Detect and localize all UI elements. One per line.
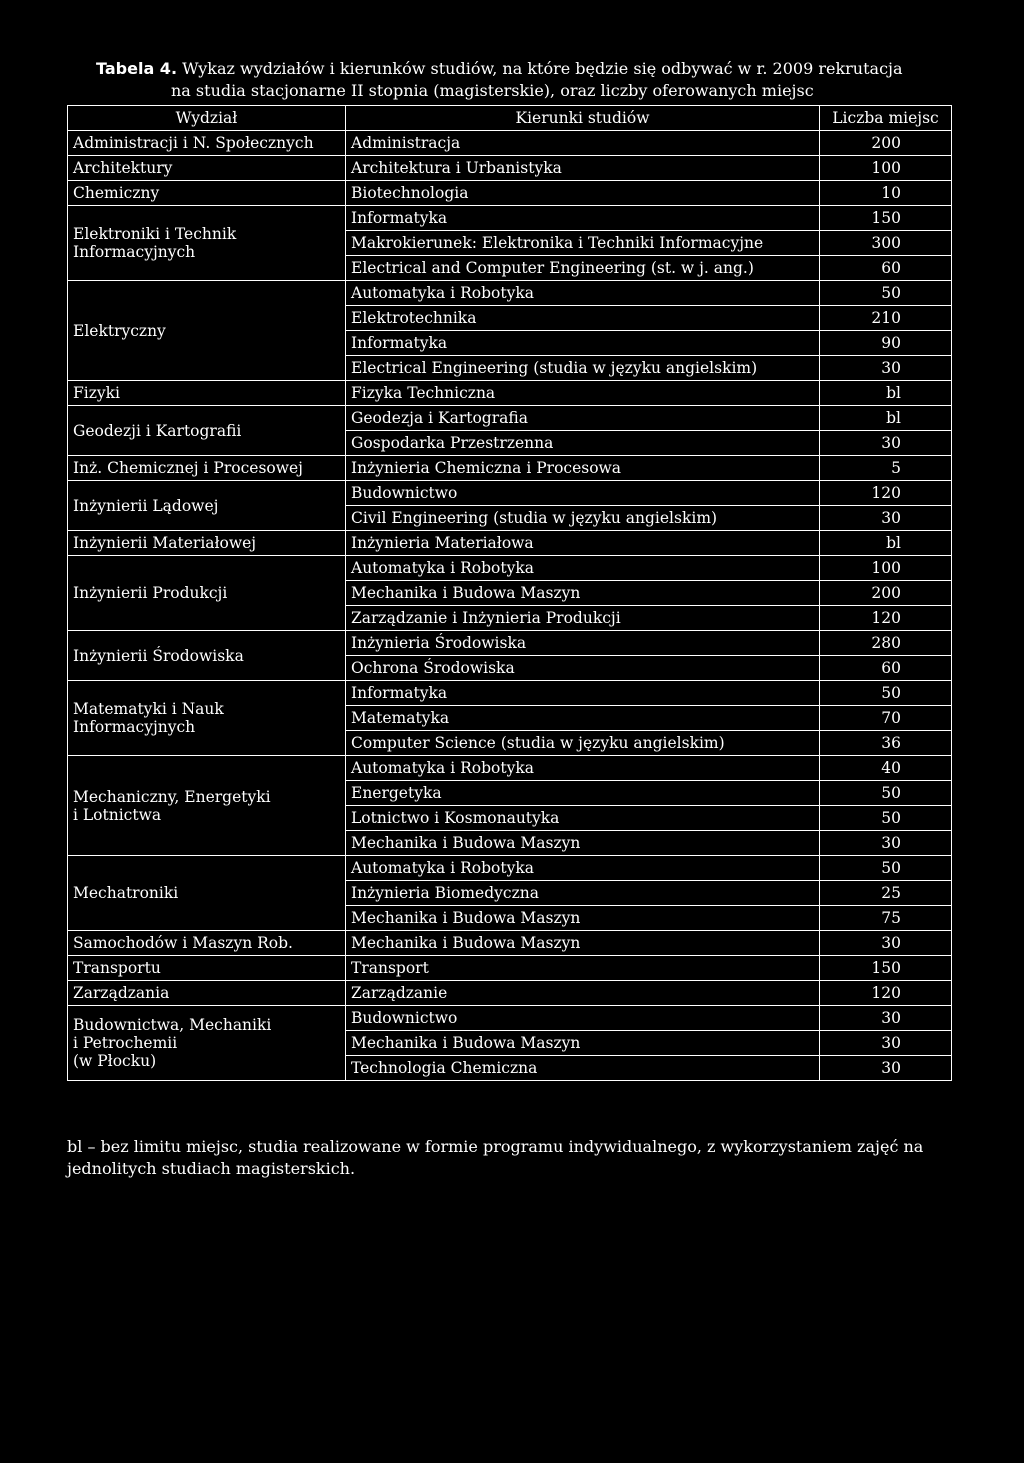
program-cell: Automatyka i Robotyka xyxy=(346,756,820,781)
program-cell: Makrokierunek: Elektronika i Techniki Informacyjne xyxy=(346,231,820,256)
program-cell: Geodezja i Kartografia xyxy=(346,406,820,431)
program-cell: Inżynieria Biomedyczna xyxy=(346,881,820,906)
seats-cell: 30 xyxy=(820,931,952,956)
program-cell: Inżynieria Chemiczna i Procesowa xyxy=(346,456,820,481)
faculty-cell xyxy=(68,156,346,181)
caption-line-1 xyxy=(96,58,936,80)
program-cell: Zarządzanie i Inżynieria Produkcji xyxy=(346,606,820,631)
faculty-cell xyxy=(68,556,346,631)
program-cell: Computer Science (studia w języku angielskim) xyxy=(346,731,820,756)
seats-cell: 50 xyxy=(820,681,952,706)
seats-cell: 120 xyxy=(820,981,952,1006)
program-cell: Mechanika i Budowa Maszyn xyxy=(346,581,820,606)
seats-cell: 150 xyxy=(820,206,952,231)
table-row xyxy=(68,681,952,706)
footnote: bl – bez limitu miejsc, studia realizowane w formie programu indywidualnego, z wykorzystaniem zajęć na jednolitych studiach magisterskich. xyxy=(67,1137,924,1178)
programs-table xyxy=(67,105,952,1081)
table-row xyxy=(68,981,952,1006)
seats-cell: 100 xyxy=(820,156,952,181)
program-cell: Mechanika i Budowa Maszyn xyxy=(346,831,820,856)
faculty-name-line: Transportu xyxy=(73,959,161,977)
seats-cell: 100 xyxy=(820,556,952,581)
caption-text-1: Wykaz wydziałów i kierunków studiów, na które będzie się odbywać w r. 2009 rekrutacja xyxy=(182,59,903,78)
faculty-cell xyxy=(68,481,346,531)
seats-cell: 200 xyxy=(820,131,952,156)
faculty-cell xyxy=(68,981,346,1006)
seats-cell: 200 xyxy=(820,581,952,606)
seats-cell: 30 xyxy=(820,356,952,381)
seats-cell: 50 xyxy=(820,281,952,306)
header-row xyxy=(68,106,952,131)
program-cell: Budownictwo xyxy=(346,481,820,506)
faculty-name-line: Inżynierii Materiałowej xyxy=(73,534,257,552)
seats-cell: 30 xyxy=(820,1056,952,1081)
faculty-name-line: Mechatroniki xyxy=(73,884,179,902)
program-cell: Lotnictwo i Kosmonautyka xyxy=(346,806,820,831)
table-row xyxy=(68,1006,952,1031)
seats-cell: 30 xyxy=(820,1006,952,1031)
seats-cell: 90 xyxy=(820,331,952,356)
program-cell: Informatyka xyxy=(346,331,820,356)
program-cell: Automatyka i Robotyka xyxy=(346,856,820,881)
table-row xyxy=(68,531,952,556)
program-cell: Inżynieria Środowiska xyxy=(346,631,820,656)
program-cell: Mechanika i Budowa Maszyn xyxy=(346,906,820,931)
caption-line-2: na studia stacjonarne II stopnia (magisterskie), oraz liczby oferowanych miejsc xyxy=(171,81,814,100)
seats-cell: 50 xyxy=(820,806,952,831)
faculty-cell xyxy=(68,281,346,381)
seats-cell: 300 xyxy=(820,231,952,256)
table-row xyxy=(68,631,952,656)
seats-cell: 50 xyxy=(820,781,952,806)
table-row xyxy=(68,181,952,206)
faculty-cell xyxy=(68,181,346,206)
faculty-cell xyxy=(68,931,346,956)
faculty-cell xyxy=(68,756,346,856)
program-cell: Inżynieria Materiałowa xyxy=(346,531,820,556)
seats-cell: 10 xyxy=(820,181,952,206)
table-row xyxy=(68,281,952,306)
faculty-name-line: Matematyki i Nauk xyxy=(73,700,224,718)
header-seats: Liczba miejsc xyxy=(820,106,952,131)
seats-cell: 50 xyxy=(820,856,952,881)
table-row xyxy=(68,156,952,181)
program-cell: Biotechnologia xyxy=(346,181,820,206)
program-cell: Elektrotechnika xyxy=(346,306,820,331)
program-cell: Matematyka xyxy=(346,706,820,731)
table-row xyxy=(68,131,952,156)
table-row xyxy=(68,956,952,981)
faculty-cell xyxy=(68,956,346,981)
seats-cell: 120 xyxy=(820,481,952,506)
table-row xyxy=(68,481,952,506)
faculty-name-line: Administracji i N. Społecznych xyxy=(73,134,314,152)
faculty-name-line: i Petrochemii xyxy=(73,1034,178,1052)
table-row xyxy=(68,856,952,881)
faculty-name-line: Inżynierii Produkcji xyxy=(73,584,228,602)
program-cell: Technologia Chemiczna xyxy=(346,1056,820,1081)
faculty-name-line: Zarządzania xyxy=(73,984,170,1002)
program-cell: Architektura i Urbanistyka xyxy=(346,156,820,181)
program-cell: Automatyka i Robotyka xyxy=(346,556,820,581)
faculty-name-line: Informacyjnych xyxy=(73,243,196,261)
program-cell: Electrical Engineering (studia w języku angielskim) xyxy=(346,356,820,381)
program-cell: Mechanika i Budowa Maszyn xyxy=(346,1031,820,1056)
caption-label: Tabela 4. xyxy=(96,59,178,78)
faculty-cell xyxy=(68,381,346,406)
program-cell: Mechanika i Budowa Maszyn xyxy=(346,931,820,956)
table-row xyxy=(68,406,952,431)
faculty-name-line: i Lotnictwa xyxy=(73,805,162,824)
program-cell: Energetyka xyxy=(346,781,820,806)
faculty-name-line: Budownictwa, Mechaniki xyxy=(73,1016,272,1034)
program-cell: Informatyka xyxy=(346,206,820,231)
program-cell: Transport xyxy=(346,956,820,981)
faculty-name-line: Architektury xyxy=(73,159,173,177)
seats-cell: 280 xyxy=(820,631,952,656)
seats-cell: 5 xyxy=(820,456,952,481)
faculty-cell xyxy=(68,856,346,931)
seats-cell: 30 xyxy=(820,1031,952,1056)
seats-cell: 25 xyxy=(820,881,952,906)
seats-cell: bl xyxy=(820,406,952,431)
seats-cell: 210 xyxy=(820,306,952,331)
seats-cell: 30 xyxy=(820,506,952,531)
seats-cell: bl xyxy=(820,381,952,406)
program-cell: Gospodarka Przestrzenna xyxy=(346,431,820,456)
faculty-cell xyxy=(68,456,346,481)
seats-cell: 30 xyxy=(820,831,952,856)
faculty-name-line: Fizyki xyxy=(73,384,120,402)
table-row xyxy=(68,756,952,781)
program-cell: Electrical and Computer Engineering (st. w j. ang.) xyxy=(346,256,820,281)
seats-cell: 36 xyxy=(820,731,952,756)
faculty-cell xyxy=(68,631,346,681)
program-cell: Automatyka i Robotyka xyxy=(346,281,820,306)
faculty-name-line: Elektroniki i Technik xyxy=(73,225,237,243)
program-cell: Budownictwo xyxy=(346,1006,820,1031)
faculty-cell xyxy=(68,131,346,156)
seats-cell: 60 xyxy=(820,656,952,681)
faculty-cell xyxy=(68,1006,346,1081)
seats-cell: 70 xyxy=(820,706,952,731)
program-cell: Informatyka xyxy=(346,681,820,706)
faculty-cell xyxy=(68,406,346,456)
faculty-name-line: Mechaniczny, Energetyki xyxy=(73,787,271,806)
faculty-cell xyxy=(68,531,346,556)
faculty-name-line: Elektryczny xyxy=(73,321,166,340)
table-row xyxy=(68,456,952,481)
faculty-name-line: Inżynierii Środowiska xyxy=(73,646,244,665)
program-cell: Fizyka Techniczna xyxy=(346,381,820,406)
faculty-name-line: Chemiczny xyxy=(73,184,160,202)
faculty-name-line: Samochodów i Maszyn Rob. xyxy=(73,934,293,952)
seats-cell: 150 xyxy=(820,956,952,981)
seats-cell: 40 xyxy=(820,756,952,781)
seats-cell: 120 xyxy=(820,606,952,631)
header-program: Kierunki studiów xyxy=(346,106,820,131)
header-faculty: Wydział xyxy=(68,106,346,131)
table-body xyxy=(68,131,952,1081)
seats-cell: 60 xyxy=(820,256,952,281)
table-caption xyxy=(96,58,936,102)
program-cell: Civil Engineering (studia w języku angielskim) xyxy=(346,506,820,531)
faculty-cell xyxy=(68,681,346,756)
faculty-name-line: Geodezji i Kartografii xyxy=(73,421,242,440)
program-cell: Administracja xyxy=(346,131,820,156)
table-row xyxy=(68,556,952,581)
seats-cell: 30 xyxy=(820,431,952,456)
faculty-name-line: Informacyjnych xyxy=(73,718,196,736)
faculty-name-line: (w Płocku) xyxy=(73,1052,157,1070)
program-cell: Ochrona Środowiska xyxy=(346,656,820,681)
faculty-cell xyxy=(68,206,346,281)
faculty-name-line: Inżynierii Lądowej xyxy=(73,496,219,515)
program-cell: Zarządzanie xyxy=(346,981,820,1006)
table-row xyxy=(68,381,952,406)
faculty-name-line: Inż. Chemicznej i Procesowej xyxy=(73,459,303,477)
seats-cell: 75 xyxy=(820,906,952,931)
seats-cell: bl xyxy=(820,531,952,556)
table-row xyxy=(68,206,952,231)
table-row xyxy=(68,931,952,956)
